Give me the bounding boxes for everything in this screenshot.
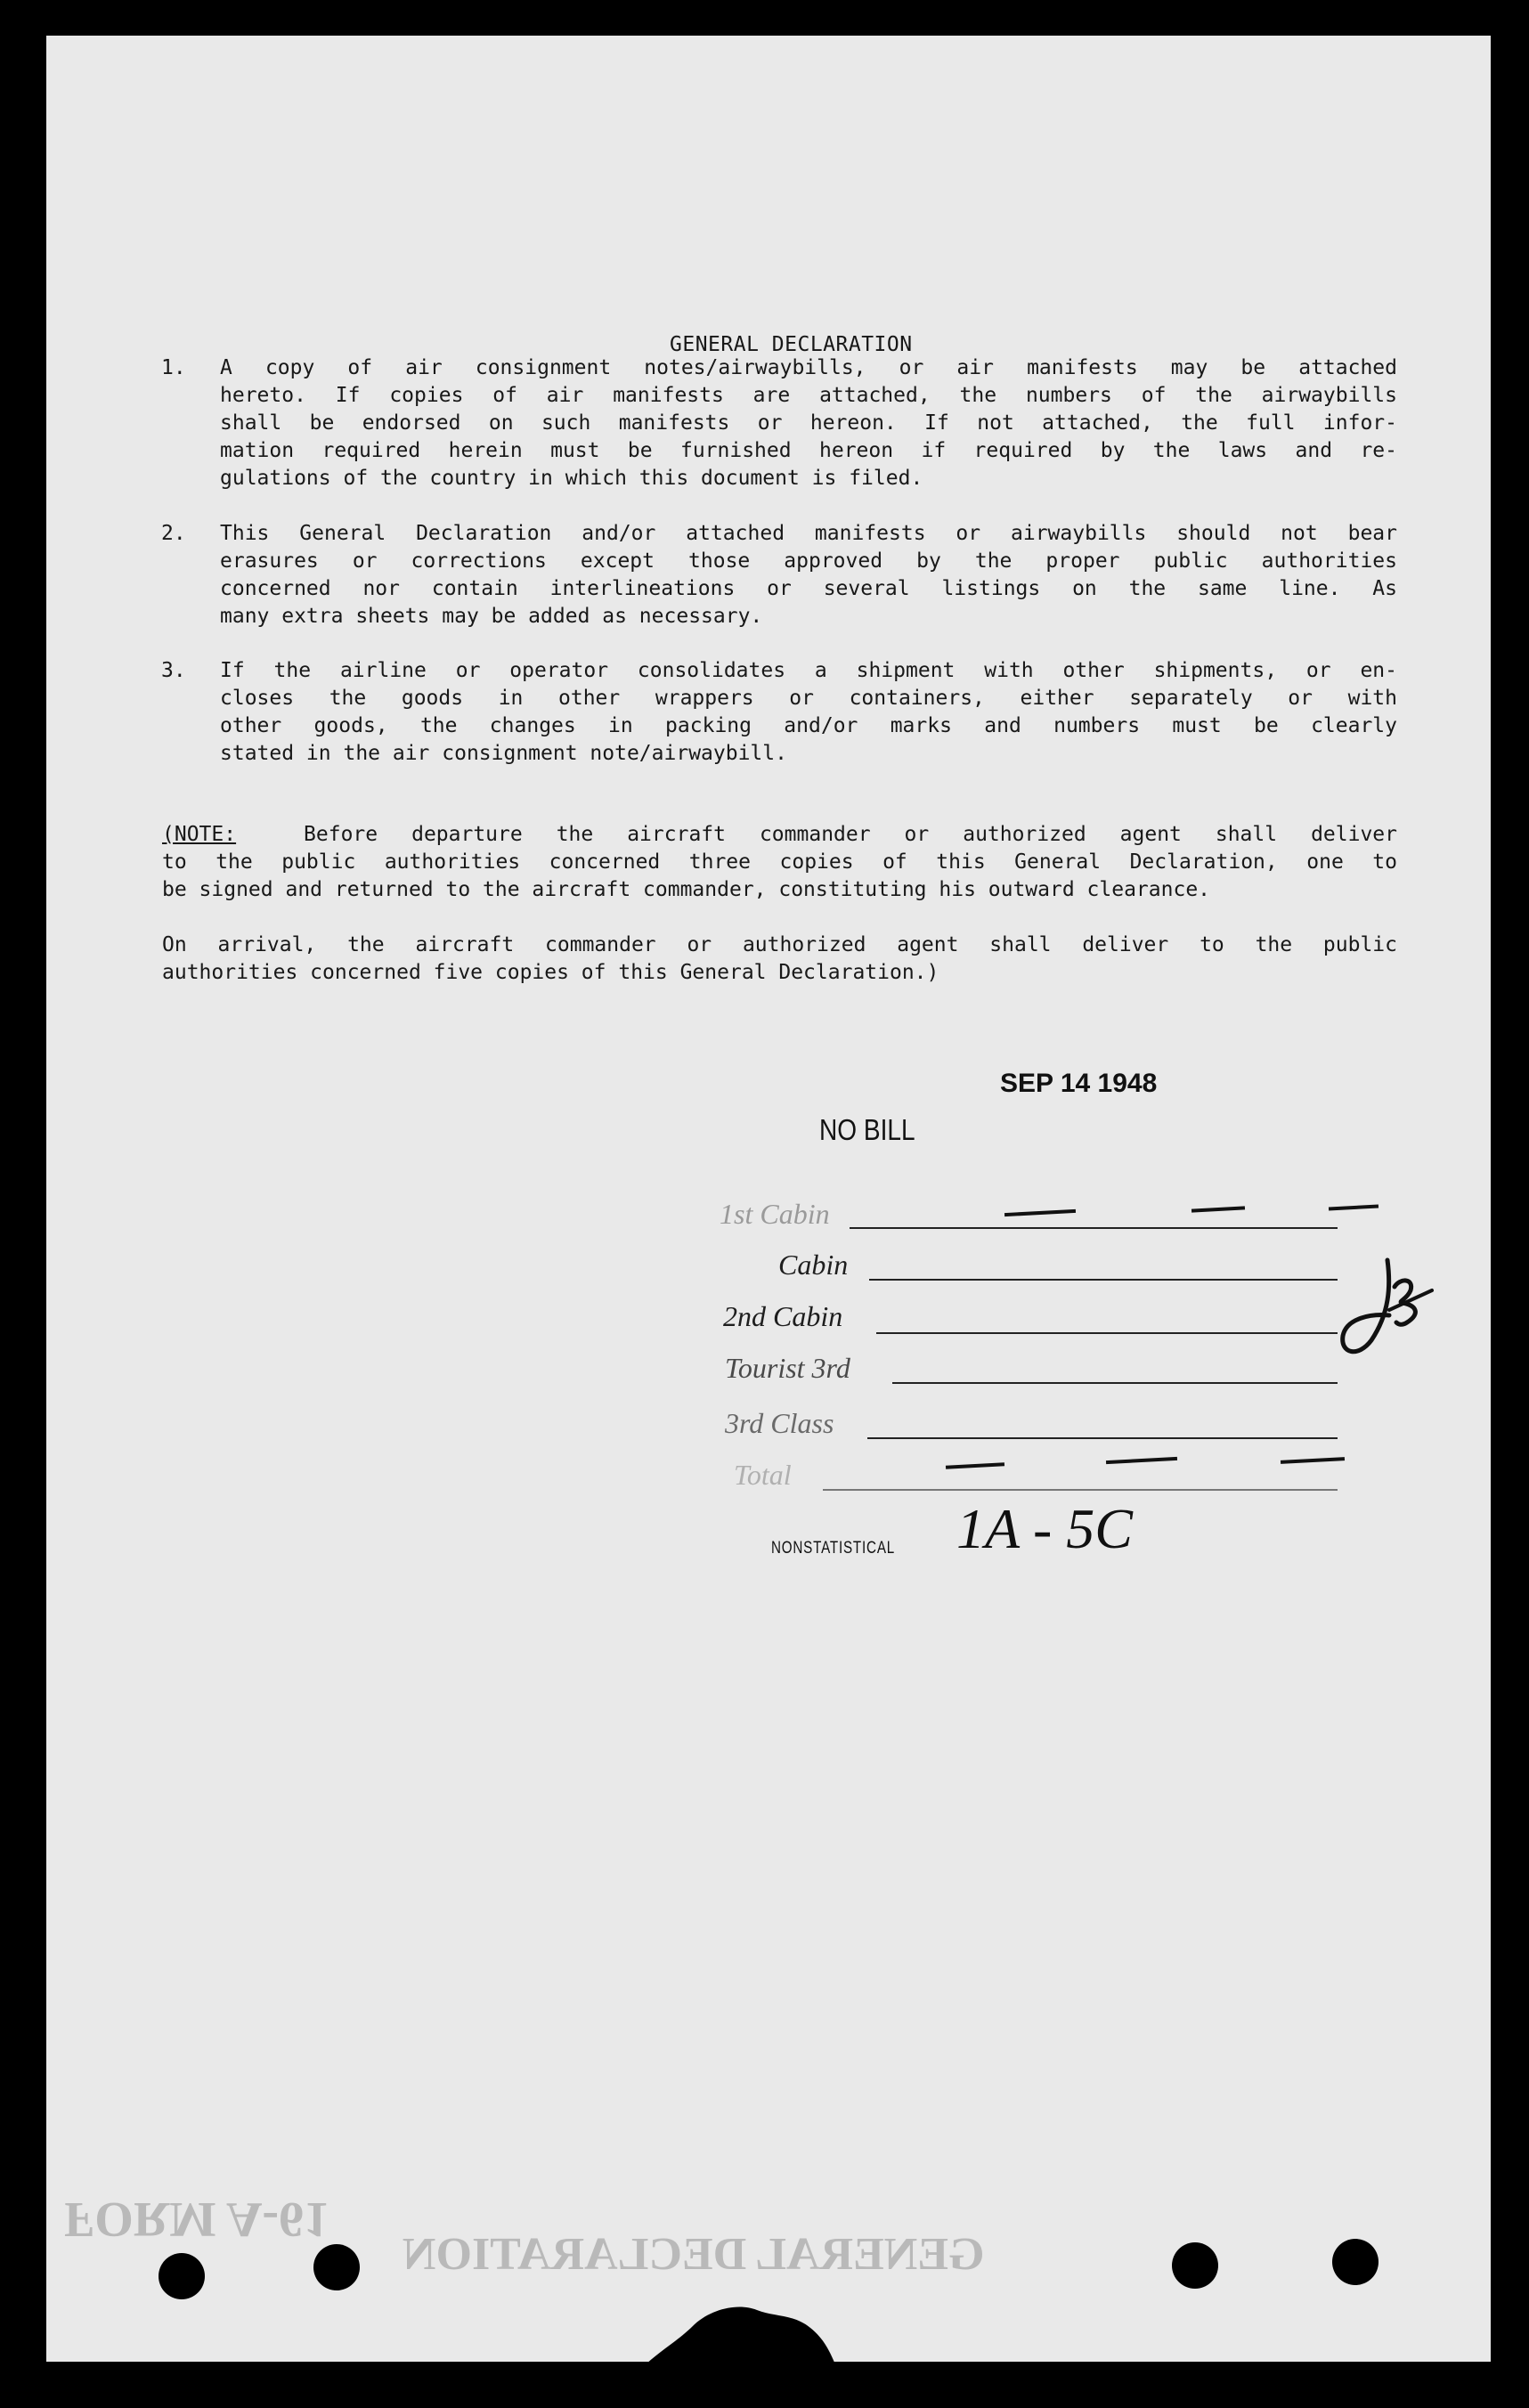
punch-hole [313,2244,360,2290]
text-line: hereto. If copies of air manifests are attached, the numbers of the airwaybills [220,384,1397,407]
form-row-cabin: Cabin [778,1249,849,1281]
punch-hole [1332,2239,1379,2285]
nonstatistical-stamp: NONSTATISTICAL [771,1539,896,1558]
form-line [869,1279,1338,1281]
document-title: GENERAL DECLARATION [670,333,913,356]
paragraph-item-2 [161,520,1397,630]
bleed-through-form-label: FORM A-61 [64,2192,329,2247]
handwritten-dash [1329,1205,1379,1211]
form-row-total: Total [734,1459,792,1491]
no-bill-stamp: NO BILL [819,1113,915,1146]
handwritten-dash [946,1462,1004,1468]
item-number: 3. [161,659,186,682]
handwritten-dash [1106,1457,1177,1464]
handwritten-dash [1281,1457,1345,1464]
handwritten-dash [1004,1209,1076,1216]
bleed-through-title: GENERAL DECLARATION [403,2229,985,2280]
text-line: On arrival, the aircraft commander or authorized agent shall deliver to the public [162,933,1397,956]
item-number: 1. [161,356,186,379]
form-line [867,1437,1338,1439]
note-line-1 [162,821,1397,849]
text-line: to the public authorities concerned three copies of this General Declaration, one to [162,850,1397,874]
form-row-tourist-third: Tourist 3rd [725,1352,850,1384]
torn-edge [641,2298,837,2369]
text-line: other goods, the changes in packing and/or marks and numbers must be clearly [220,714,1397,737]
date-stamp: SEP 14 1948 [1000,1069,1158,1098]
paragraph-item-1 [161,354,1397,492]
handwritten-code: 1A - 5C [956,1497,1133,1560]
text-line: concerned nor contain interlineations or several listings on the same line. As [220,577,1397,600]
text-line: If the airline or operator consolidates a shipment with other shipments, or en- [220,659,1397,682]
text-line: be signed and returned to the aircraft commander, constituting his outward clearance. [162,878,1211,901]
text-line: closes the goods in other wrappers or containers, either separately or with [220,687,1397,710]
text-line: stated in the air consignment note/airwaybill. [220,742,787,765]
form-row-second-cabin: 2nd Cabin [723,1300,843,1332]
handwritten-initials [1336,1251,1434,1367]
text-line: authorities concerned five copies of this General Declaration.) [162,961,939,984]
arrival-paragraph [162,931,1397,987]
form-row-first-cabin: 1st Cabin [720,1198,830,1230]
text-line: many extra sheets may be added as necessary. [220,605,763,628]
text-line: erasures or corrections except those approved by the proper public authorities [220,549,1397,573]
form-line [876,1332,1338,1334]
item-number: 2. [161,522,186,545]
text-line: This General Declaration and/or attached manifests or airwaybills should not bear [220,522,1397,545]
note-paragraph [162,821,1397,904]
text-line: gulations of the country in which this document is filed. [220,467,923,490]
text-line: shall be endorsed on such manifests or hereon. If not attached, the full infor- [220,411,1397,435]
paragraph-item-3 [161,657,1397,768]
text-line: A copy of air consignment notes/airwaybills, or air manifests may be attached [220,356,1397,379]
handwritten-dash [1191,1206,1245,1212]
note-text: Before departure the aircraft commander or authorized agent shall deliver [304,823,1398,846]
form-row-third-class: 3rd Class [725,1407,834,1439]
form-line [850,1227,1338,1229]
form-line [892,1382,1338,1384]
note-label: (NOTE: [162,823,237,846]
form-line [823,1489,1338,1491]
punch-hole [1172,2242,1218,2289]
text-line: mation required herein must be furnished hereon if required by the laws and re- [220,439,1397,462]
document-page [46,36,1491,2362]
punch-hole [159,2253,205,2299]
